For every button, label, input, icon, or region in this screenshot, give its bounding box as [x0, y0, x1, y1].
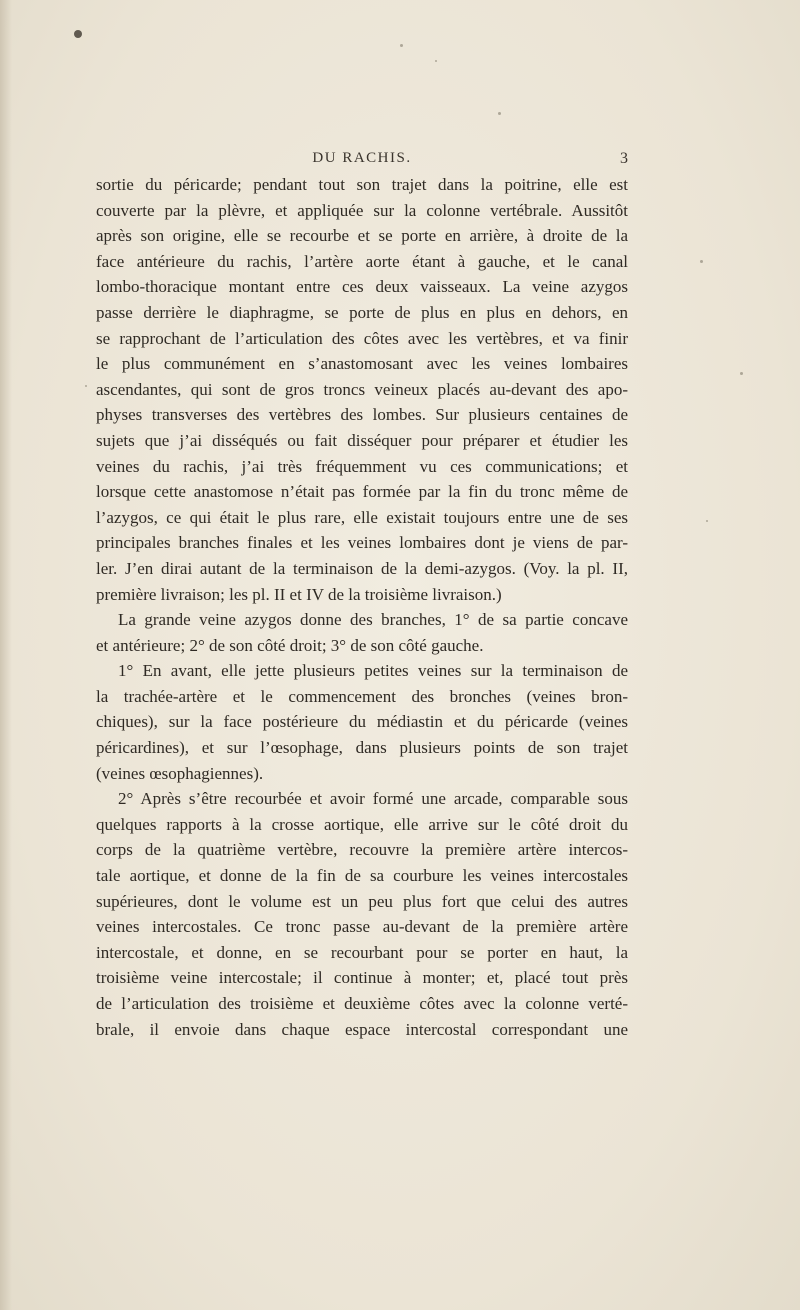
ink-speck	[700, 260, 703, 263]
ink-speck	[74, 30, 82, 38]
text-line: tale aortique, et donne de la fin de sa courbure les veines intercostales	[96, 866, 628, 886]
ink-speck	[706, 520, 708, 522]
text-line: brale, il envoie dans chaque espace intercostal correspondant une	[96, 1019, 628, 1039]
text-line: veines du rachis, j’ai très fréquemment vu ces communications; et	[96, 456, 628, 476]
text-line: sujets que j’ai disséqués ou fait disséquer pour préparer et étudier les	[96, 430, 628, 450]
text-line: l’azygos, ce qui était le plus rare, elle existait toujours entre une de ses	[96, 507, 628, 527]
ink-speck	[435, 60, 437, 62]
text-line: et antérieure; 2° de son côté droit; 3° de son côté gauche.	[96, 635, 484, 655]
text-line: ler. J’en dirai autant de la terminaison de la demi-azygos. (Voy. la pl. II,	[96, 558, 628, 578]
text-line: passe derrière le diaphragme, se porte de plus en plus en dehors, en	[96, 302, 628, 322]
ink-speck	[400, 44, 403, 47]
text-line: veines intercostales. Ce tronc passe au-devant de la première artère	[96, 917, 628, 937]
text-line: principales branches finales et les veines lombaires dont je viens de par-	[96, 533, 628, 553]
text-line: corps de la quatrième vertèbre, recouvre la première artère intercos-	[96, 840, 628, 860]
running-title: DU RACHIS.	[312, 150, 412, 166]
text-line: physes transverses des vertèbres des lombes. Sur plusieurs centaines de	[96, 405, 628, 425]
text-line: première livraison; les pl. II et IV de la troisième livraison.)	[96, 584, 502, 604]
text-line: (veines œsophagiennes).	[96, 763, 264, 783]
text-line: lombo-thoracique montant entre ces deux vaisseaux. La veine azygos	[96, 277, 628, 297]
text-line: le plus communément en s’anastomosant avec les veines lombaires	[96, 354, 628, 374]
text-line: La grande veine azygos donne des branches, 1° de sa partie concave	[118, 610, 628, 630]
text-line: après son origine, elle se recourbe et se porte en arrière, à droite de la	[96, 226, 628, 246]
text-line: 2° Après s’être recourbée et avoir formé une arcade, comparable sous	[118, 789, 628, 809]
book-spine-shadow	[0, 0, 12, 1310]
text-line: lorsque cette anastomose n’était pas formée par la fin du tronc même de	[96, 482, 628, 502]
ink-speck	[740, 372, 743, 375]
text-line: ascendantes, qui sont de gros troncs veineux placés au-devant des apo-	[96, 379, 628, 399]
running-header	[96, 150, 628, 174]
text-line: quelques rapports à la crosse aortique, elle arrive sur le côté droit du	[96, 814, 628, 834]
text-line: la trachée-artère et le commencement des bronches (veines bron-	[96, 686, 628, 706]
text-line: se rapprochant de l’articulation des côtes avec les vertèbres, et va finir	[96, 328, 628, 348]
text-line: intercostale, et donne, en se recourbant pour se porter en haut, la	[96, 942, 628, 962]
body-text	[96, 172, 628, 1042]
text-line: face antérieure du rachis, l’artère aorte étant à gauche, et le canal	[96, 251, 628, 271]
text-line: de l’articulation des troisième et deuxième côtes avec la colonne verté-	[96, 994, 628, 1013]
ink-speck	[85, 385, 87, 387]
ink-speck	[498, 112, 501, 115]
text-line: sortie du péricarde; pendant tout son trajet dans la poitrine, elle est	[96, 175, 628, 194]
text-line: 1° En avant, elle jette plusieurs petites veines sur la terminaison de	[118, 661, 628, 681]
text-line: chiques), sur la face postérieure du médiastin et du péricarde (veines	[96, 712, 628, 732]
text-line: couverte par la plèvre, et appliquée sur la colonne vertébrale. Aussitôt	[96, 200, 628, 220]
text-line: péricardines), et sur l’œsophage, dans plusieurs points de son trajet	[96, 738, 628, 758]
text-line: troisième veine intercostale; il continue à monter; et, placé tout près	[96, 968, 628, 988]
text-line: supérieures, dont le volume est un peu plus fort que celui des autres	[96, 891, 628, 911]
page-number: 3	[620, 150, 628, 167]
